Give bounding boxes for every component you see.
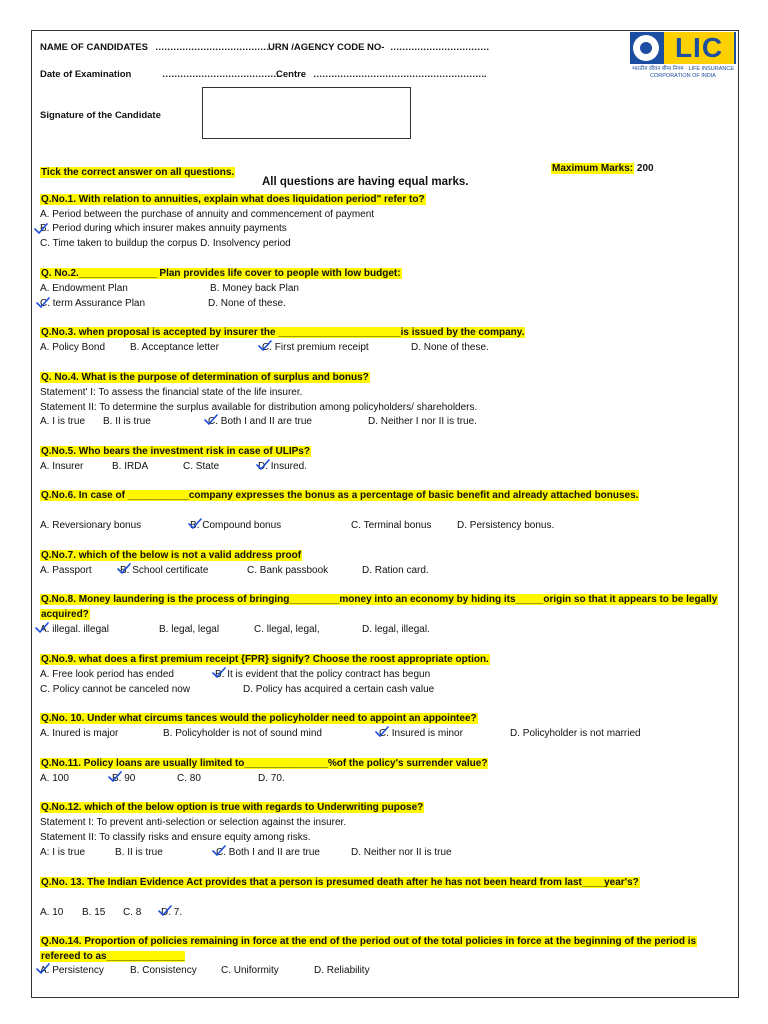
equal-marks-note: All questions are having equal marks. (262, 176, 469, 188)
q5-option-c[interactable]: C. State (183, 461, 220, 472)
question-5: Q.No.5. Who bears the investment risk in case of ULIPs? (41, 446, 310, 457)
q4-statement-2: Statement II: To determine the surplus available for distribution among policyholders/ shareholders. (40, 402, 478, 413)
q2-option-c[interactable]: C. term Assurance Plan (40, 298, 146, 309)
q3-option-a[interactable]: A. Policy Bond (40, 342, 106, 353)
question-8: Q.No.8. Money laundering is the process of bringing_________money into an economy by hiding its_____origin so that it appears to be legally acquired? (41, 594, 718, 620)
check-mark-icon (36, 963, 50, 975)
check-mark-icon (117, 563, 131, 575)
question-13: Q.No. 13. The Indian Evidence Act provides that a person is presumed death after he has not been heard from last____year's? (41, 877, 639, 888)
q12-option-c[interactable]: C. Both I and II are true (216, 847, 320, 858)
q11-option-a[interactable]: A. 100 (40, 773, 69, 784)
q2-option-d[interactable]: D. None of these. (208, 298, 286, 309)
q14-option-d[interactable]: D. Reliability (314, 965, 370, 976)
lic-logo (630, 32, 736, 64)
q14-option-c[interactable]: C. Uniformity (221, 965, 279, 976)
q6-option-c[interactable]: C. Terminal bonus (351, 520, 432, 531)
q6-option-a[interactable]: A. Reversionary bonus (40, 520, 142, 531)
q4-option-b[interactable]: B. II is true (103, 416, 151, 427)
urn-label: URN /AGENCY CODE NO- (268, 42, 385, 53)
q12-statement-1: Statement I: To prevent anti-selection or selection against the insurer. (40, 817, 347, 828)
q14-option-a[interactable]: A. Persistency (40, 965, 104, 976)
q3-option-d[interactable]: D. None of these. (411, 342, 489, 353)
q13-option-b[interactable]: B. 15 (82, 907, 106, 918)
check-mark-icon (36, 297, 50, 309)
q11-option-b[interactable]: B. 90 (112, 773, 136, 784)
question-10: Q.No. 10. Under what circums tances would the policyholder need to appoint an appointee? (41, 713, 477, 724)
check-mark-icon (204, 414, 218, 426)
q1-option-cd[interactable]: C. Time taken to buildup the corpus D. Insolvency period (40, 238, 291, 249)
q3-option-b[interactable]: B. Acceptance letter (130, 342, 219, 353)
q12-option-a[interactable]: A: I is true (40, 847, 86, 858)
q10-option-d[interactable]: D. Policyholder is not married (510, 728, 641, 739)
question-14: Q.No.14. Proportion of policies remaining in force at the end of the period out of the total policies in force at the beginning of the period is refereed to as______________ (41, 936, 697, 962)
check-mark-icon (34, 223, 48, 235)
question-3: Q.No.3. when proposal is accepted by insurer the ______________________is issued by the company. (41, 327, 525, 338)
q7-option-d[interactable]: D. Ration card. (362, 565, 429, 576)
q12-statement-2: Statement II: To classify risks and ensure equity among risks. (40, 832, 311, 843)
check-mark-icon (212, 845, 226, 857)
q5-option-b[interactable]: B. IRDA (112, 461, 149, 472)
q13-option-d[interactable]: D. 7. (161, 907, 183, 918)
signature-box[interactable] (202, 87, 411, 139)
q2-option-a[interactable]: A. Endowment Plan (40, 283, 128, 294)
lic-emblem-icon (633, 35, 659, 61)
question-9: Q.No.9. what does a first premium receipt {FPR} signify? Choose the roost appropriate option. (41, 654, 489, 665)
question-11: Q.No.11. Policy loans are usually limited to_______________%of the policy's surrender value? (41, 758, 488, 769)
q14-option-b[interactable]: B. Consistency (130, 965, 197, 976)
urn-field[interactable]: …………………………… (390, 42, 489, 53)
question-4: Q. No.4. What is the purpose of determination of surplus and bonus? (41, 372, 369, 383)
q8-option-a[interactable]: A. illegal. illegal (40, 624, 109, 635)
lic-logo-subtext: भारतीय जीवन बीमा निगम · LIFE INSURANCE CORPORATION OF INDIA (631, 66, 735, 79)
q5-option-a[interactable]: A. Insurer (40, 461, 84, 472)
q12-option-d[interactable]: D. Neither nor II is true (351, 847, 452, 858)
max-marks: Maximum Marks: 200 (552, 163, 654, 174)
q7-option-b[interactable]: B. School certificate (120, 565, 209, 576)
q10-option-c[interactable]: C. Insured is minor (379, 728, 463, 739)
q10-option-b[interactable]: B. Policyholder is not of sound mind (163, 728, 322, 739)
check-mark-icon (258, 340, 272, 352)
question-7: Q.No.7. which of the below is not a valid address proof (41, 550, 302, 561)
q5-option-d[interactable]: D. Insured. (258, 461, 307, 472)
q7-option-a[interactable]: A. Passport (40, 565, 92, 576)
q3-option-c[interactable]: C. First premium receipt (262, 342, 369, 353)
tick-instruction: Tick the correct answer on all questions. (41, 167, 235, 178)
q4-option-c[interactable]: C. Both I and II are true (208, 416, 312, 427)
q2-option-b[interactable]: B. Money back Plan (210, 283, 299, 294)
q13-option-c[interactable]: C. 8 (123, 907, 142, 918)
check-mark-icon (188, 518, 202, 530)
q6-option-b[interactable]: B. Compound bonus (190, 520, 282, 531)
q1-option-b[interactable]: B. Period during which insurer makes annuity payments (40, 223, 287, 234)
q9-option-c[interactable]: C. Policy cannot be canceled now (40, 684, 191, 695)
question-6: Q.No.6. In case of ___________company expresses the bonus as a percentage of basic benefit and already attached bonuses. (41, 490, 639, 501)
q7-option-c[interactable]: C. Bank passbook (247, 565, 329, 576)
q6-option-d[interactable]: D. Persistency bonus. (457, 520, 555, 531)
candidate-name-label: NAME OF CANDIDATES (40, 42, 149, 53)
q4-option-a[interactable]: A. I is true (40, 416, 86, 427)
q13-option-a[interactable]: A. 10 (40, 907, 64, 918)
question-1: Q.No.1. With relation to annuities, explain what does liquidation period" refer to? (41, 194, 425, 205)
q9-option-d[interactable]: D. Policy has acquired a certain cash value (243, 684, 435, 695)
q9-option-a[interactable]: A. Free look period has ended (40, 669, 174, 680)
check-mark-icon (212, 667, 226, 679)
q4-option-d[interactable]: D. Neither I nor II is true. (368, 416, 477, 427)
signature-label: Signature of the Candidate (40, 110, 161, 121)
q8-option-c[interactable]: C. llegal, legal, (254, 624, 320, 635)
q12-option-b[interactable]: B. II is true (115, 847, 163, 858)
lic-logo-text: LIC (664, 32, 734, 64)
q11-option-d[interactable]: D. 70. (258, 773, 285, 784)
question-12: Q.No.12. which of the below option is true with regards to Underwriting pupose? (41, 802, 424, 813)
q11-option-c[interactable]: C. 80 (177, 773, 201, 784)
exam-date-label: Date of Examination (40, 69, 132, 80)
q8-option-d[interactable]: D. legal, illegal. (362, 624, 430, 635)
check-mark-icon (158, 905, 172, 917)
check-mark-icon (256, 459, 270, 471)
check-mark-icon (375, 726, 389, 738)
q4-statement-1: Statement' I: To assess the financial state of the life insurer. (40, 387, 303, 398)
candidate-name-field[interactable]: ………………………………… (155, 42, 272, 53)
q10-option-a[interactable]: A. Inured is major (40, 728, 119, 739)
check-mark-icon (108, 771, 122, 783)
check-mark-icon (35, 622, 49, 634)
question-2: Q. No.2.______________ Plan provides life cover to people with low budget: (41, 268, 401, 279)
centre-field[interactable]: …………………………………………………. (313, 69, 487, 80)
q9-option-b[interactable]: B. It is evident that the policy contract has begun (215, 669, 431, 680)
centre-label: Centre (276, 69, 307, 80)
exam-date-field[interactable]: …………………………………. (162, 69, 282, 80)
q8-option-b[interactable]: B. legal, legal (159, 624, 220, 635)
q1-option-a[interactable]: A. Period between the purchase of annuity and commencement of payment (40, 209, 375, 220)
